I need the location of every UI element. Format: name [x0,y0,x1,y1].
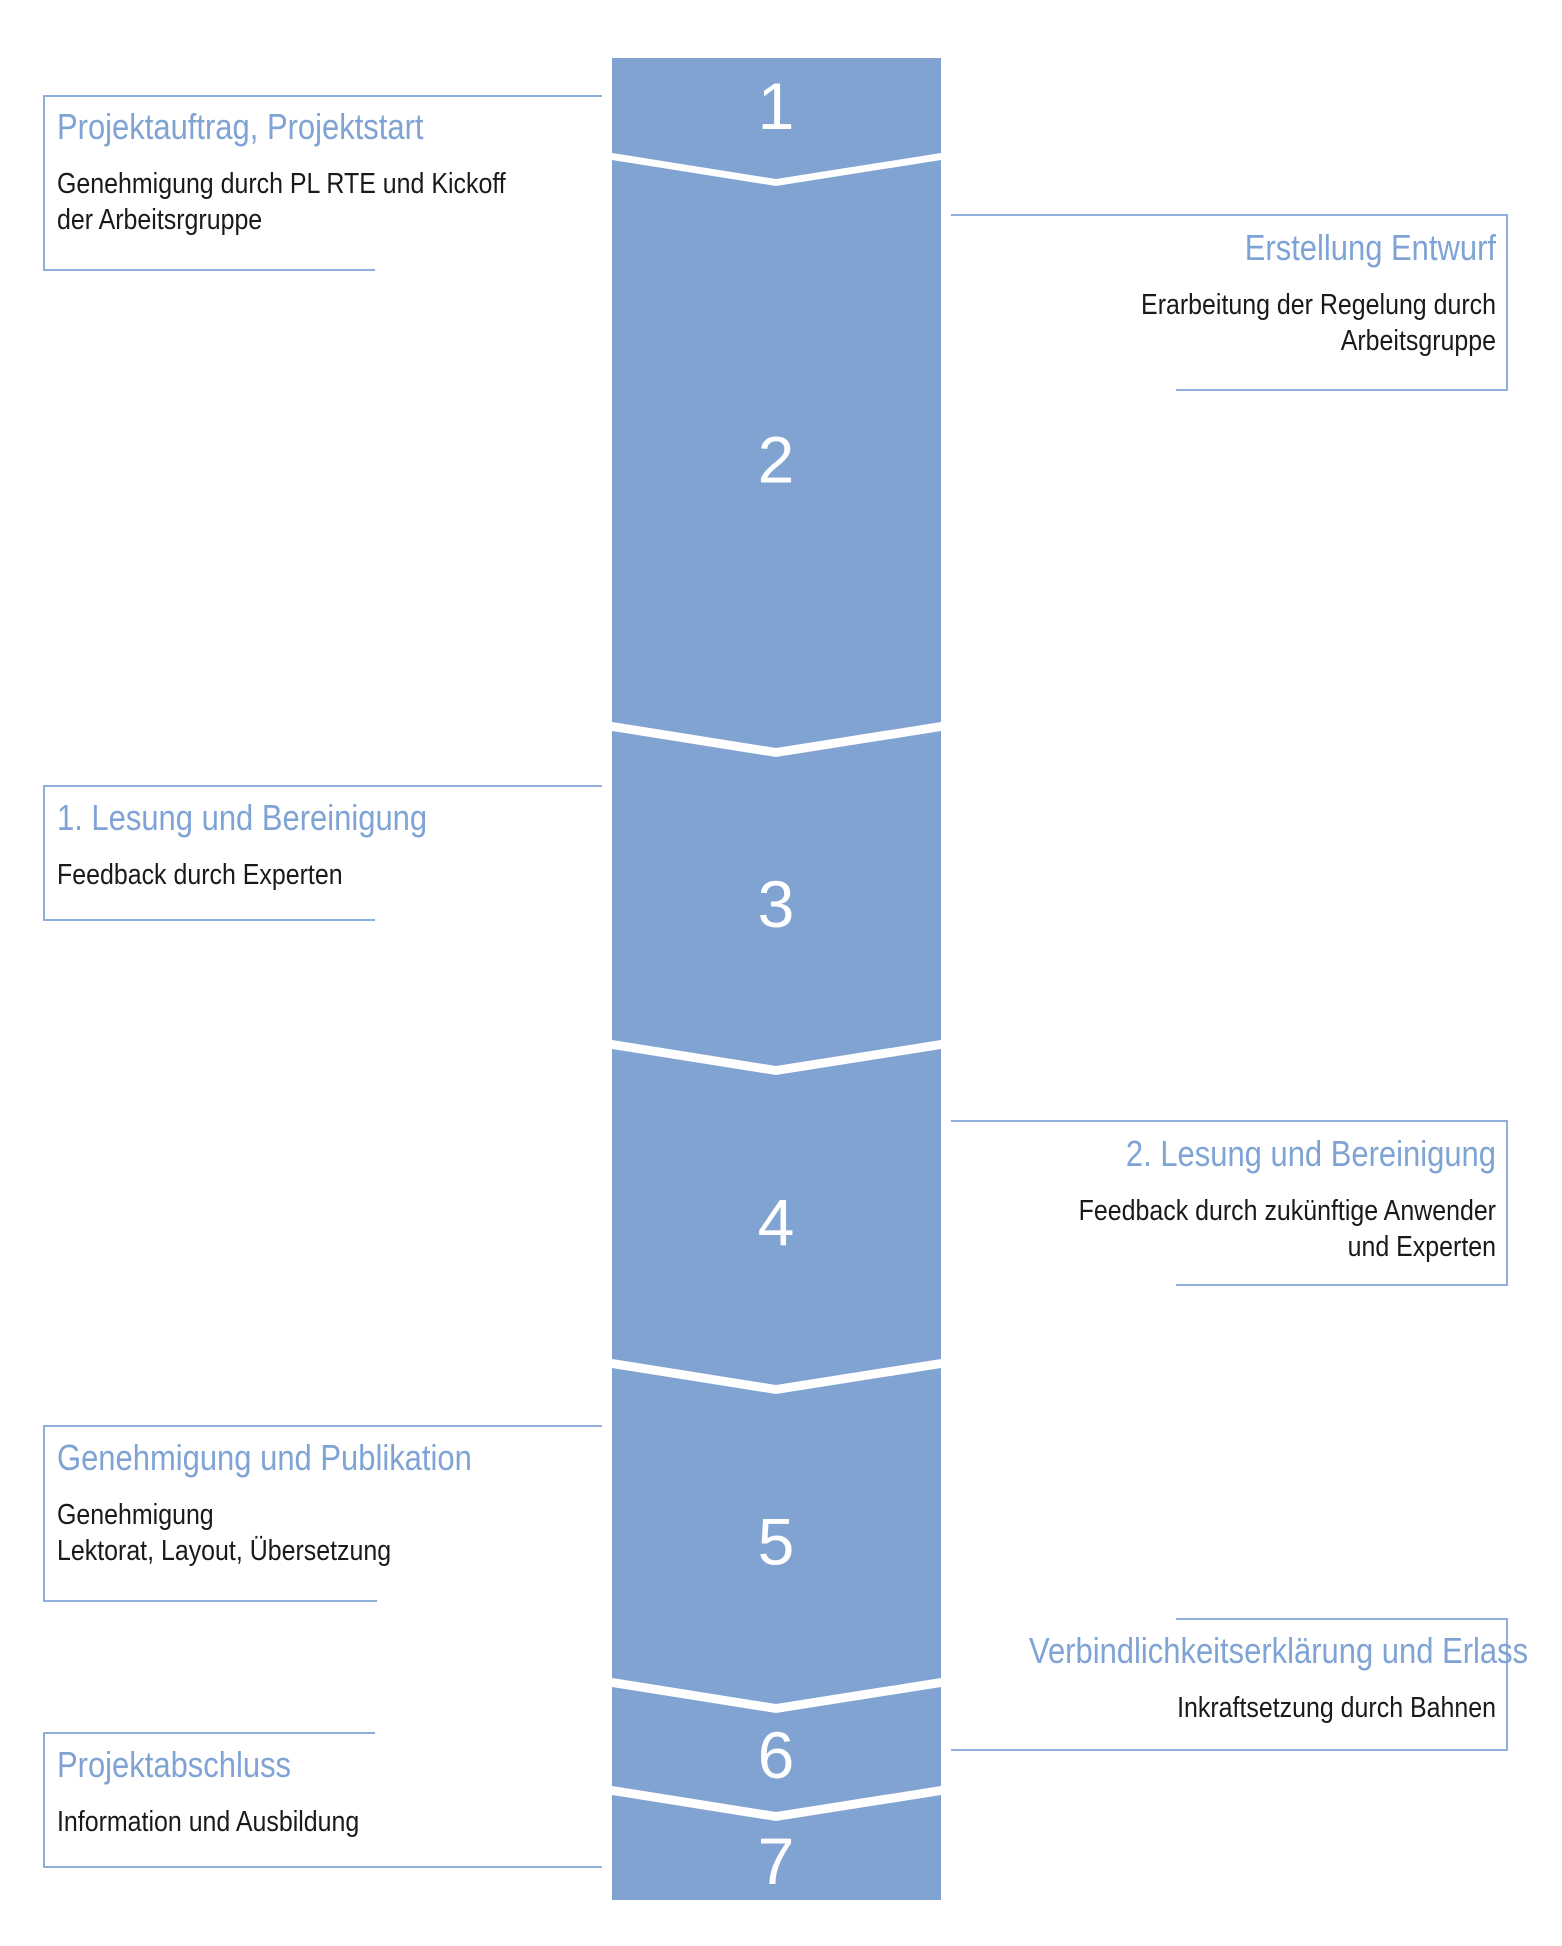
card-bottom-rule [1176,1284,1506,1286]
card-bottom-rule [45,1866,602,1868]
step-number-2: 2 [757,422,795,497]
step-number-4: 4 [757,1185,795,1260]
card-top-rule [45,785,602,787]
step-number-5: 5 [757,1504,795,1579]
phase-title: Erstellung Entwurf [1244,227,1496,268]
card-bottom-rule [45,269,375,271]
phase-description: Feedback durch zukünftige Anwender und Experten [1078,1195,1496,1263]
card-top-rule [45,95,602,97]
phase-title: 1. Lesung und Bereinigung [57,797,428,838]
phase-title: Projektabschluss [57,1744,292,1785]
phase-title: Genehmigung und Publikation [57,1437,472,1478]
phase-title: Projektauftrag, Projektstart [57,106,424,147]
phase-description: Genehmigung Lektorat, Layout, Übersetzung [57,1499,392,1567]
phase-card-6 [953,1618,1529,1751]
phase-card-5 [43,1425,600,1602]
phase-card-3 [43,785,600,921]
phase-title: Verbindlichkeitserklärung und Erlass [1029,1630,1529,1671]
card-top-rule [951,214,1506,216]
card-bottom-rule [951,1749,1506,1751]
step-number-7: 7 [757,1823,795,1898]
phase-title: 2. Lesung und Bereinigung [1125,1133,1496,1174]
phase-description: Genehmigung durch PL RTE und Kickoff der Arbeitsrgruppe [57,168,506,236]
card-bottom-rule [45,919,375,921]
phase-description: Information und Ausbildung [57,1806,360,1838]
phase-description: Erarbeitung der Regelung durch Arbeitsgruppe [1141,289,1496,357]
card-top-rule [951,1120,1506,1122]
step-number-1: 1 [757,68,795,143]
phase-description: Feedback durch Experten [57,859,343,891]
step-number-3: 3 [757,866,795,941]
phase-card-1 [43,95,600,271]
phase-card-4 [953,1120,1508,1286]
card-bottom-rule [45,1600,377,1602]
card-bottom-rule [1176,389,1506,391]
phase-description: Inkraftsetzung durch Bahnen [1177,1692,1496,1724]
phase-card-7 [43,1732,600,1868]
card-top-rule [1176,1618,1506,1620]
card-top-rule [45,1732,375,1734]
card-top-rule [45,1425,602,1427]
phase-card-2 [953,214,1508,391]
step-number-6: 6 [757,1717,795,1792]
